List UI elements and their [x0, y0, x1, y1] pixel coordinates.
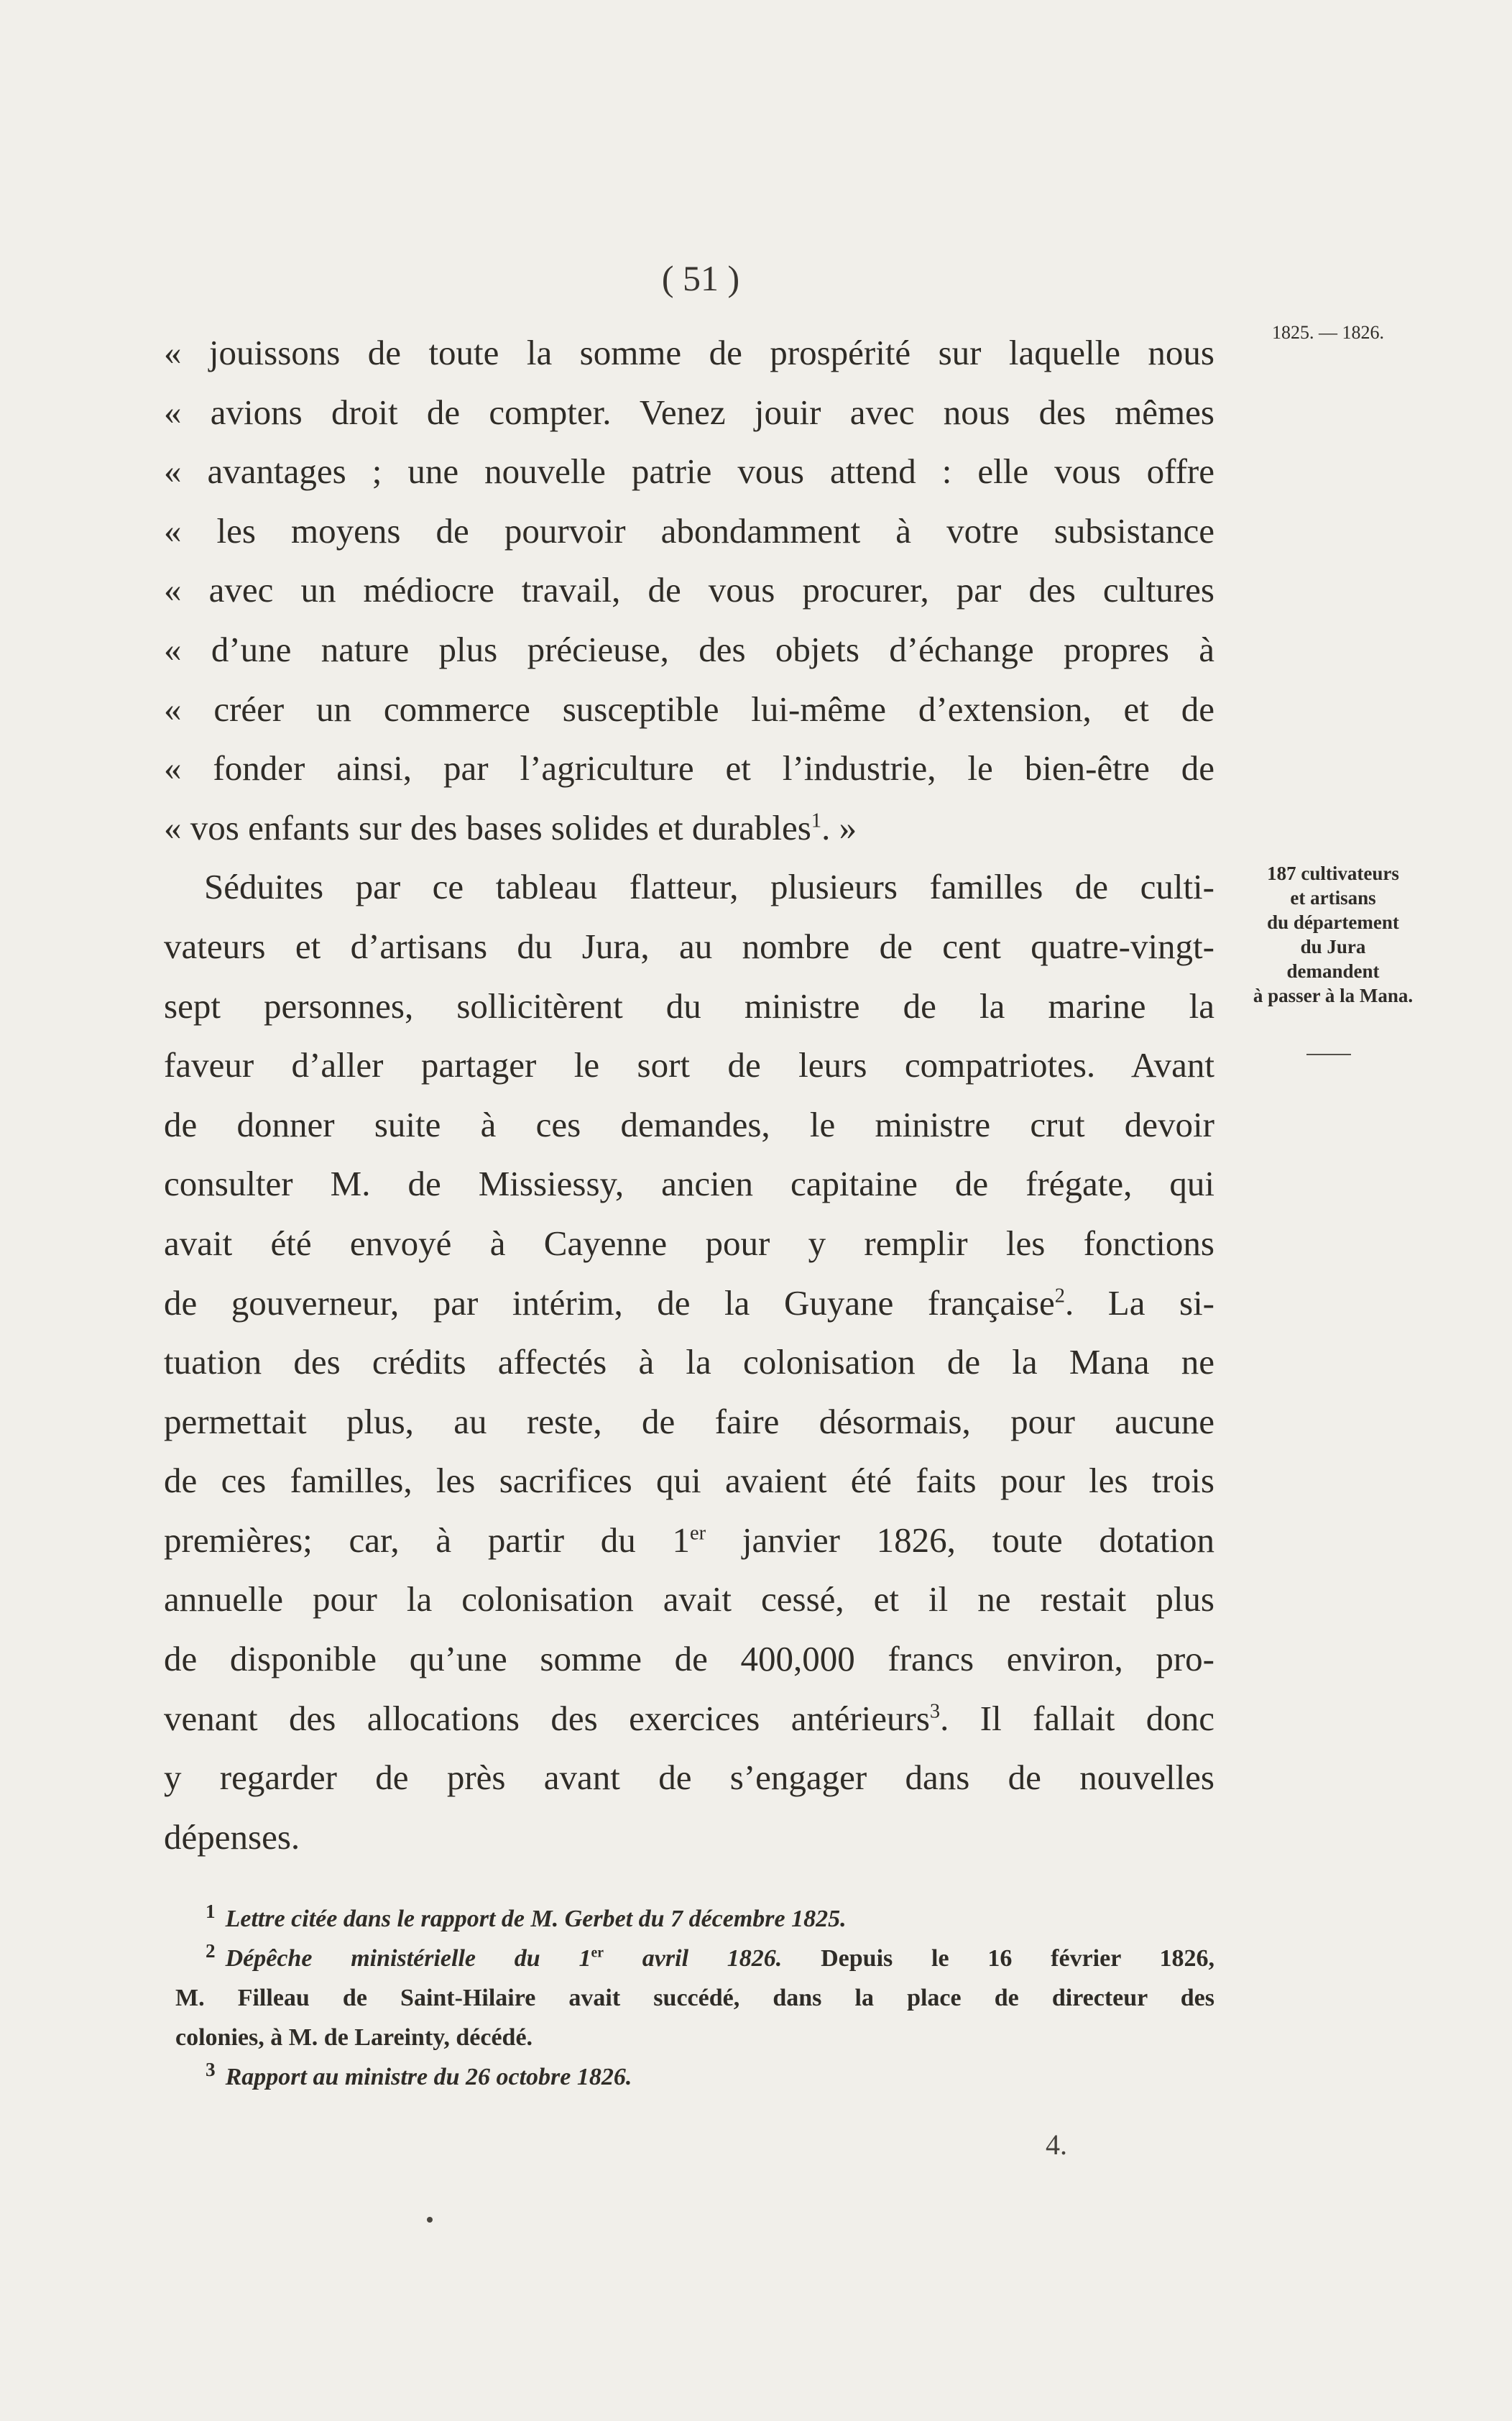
footnote-text: avril 1826. [604, 1945, 783, 1972]
text-line: annuelle pour la colonisation avait cessé, et il ne restait plus [164, 1579, 1214, 1620]
sidenote-line: demandent [1286, 960, 1380, 982]
text-line: de ces familles, les sacrifices qui avaient été faits pour les trois [164, 1461, 1214, 1501]
text-line: sept personnes, sollicitèrent du ministre de la marine la [164, 986, 1214, 1026]
text-line: « jouissons de toute la somme de prospérité sur laquelle nous [164, 333, 1214, 372]
text-line: tuation des crédits affectés à la colonisation de la Mana ne [164, 1342, 1214, 1382]
text-line [164, 799, 1214, 858]
footnote-marker: 1 [206, 1900, 216, 1922]
footnote-text: Rapport au ministre du 26 octobre 1826. [225, 2064, 632, 2090]
text-fragment: « vos enfants sur des bases solides et durables [164, 807, 811, 847]
text-line: consulter M. de Missiessy, ancien capitaine de frégate, qui [164, 1164, 1214, 1204]
page-number: ( 51 ) [661, 258, 740, 298]
text-line: « fonder ainsi, par l’agriculture et l’industrie, le bien-être de [164, 748, 1214, 789]
text-line: « avantages ; une nouvelle patrie vous attend : elle vous offre [164, 451, 1214, 492]
sidenote-divider [1306, 1054, 1351, 1055]
text-fragment: . » [821, 807, 857, 847]
footnote-marker: 3 [206, 2058, 216, 2080]
footnote-3 [178, 2057, 1214, 2097]
text-line: dépenses. [164, 1816, 300, 1857]
text-fragment: de gouverneur, par intérim, de la Guyane française [164, 1282, 1055, 1323]
sidenote-line: à passer à la Mana. [1253, 985, 1414, 1006]
text-fragment: . La si- [1064, 1282, 1215, 1323]
footnote-text: Lettre citée dans le rapport de M. Gerbet du 7 décembre 1825. [225, 1906, 847, 1932]
text-line: « avions droit de compter. Venez jouir avec nous des mêmes [164, 392, 1214, 432]
text-fragment: venant des allocations des exercices antérieurs [164, 1698, 930, 1738]
footnote-2-line3: colonies, à M. de Lareinty, décédé. [175, 2024, 533, 2051]
footnote-ref: 2 [1054, 1285, 1065, 1308]
text-line: « créer un commerce susceptible lui-même d’extension, et de [164, 689, 1214, 729]
text-line: vateurs et d’artisans du Jura, au nombre de cent quatre-vingt- [164, 926, 1214, 966]
text-line: « avec un médiocre travail, de vous procurer, par des cultures [164, 570, 1214, 610]
text-line: avait été envoyé à Cayenne pour y remplir les fonctions [164, 1223, 1214, 1263]
text-line: y regarder de près avant de s’engager dans de nouvelles [164, 1758, 1214, 1798]
footnote-ref: 1 [811, 809, 822, 832]
footnote-marker: 2 [206, 1939, 216, 1962]
footnote-ref: 3 [929, 1700, 941, 1723]
footnote-text: Depuis le 16 février 1826, [782, 1945, 1214, 1972]
body-text [164, 323, 1214, 1867]
text-line [164, 1511, 1214, 1571]
ordinal-suffix: er [591, 1944, 604, 1961]
sidenote-line: du département [1267, 911, 1399, 933]
sidenote-line: 187 cultivateurs [1267, 863, 1399, 884]
text-fragment: janvier 1826, toute dotation [706, 1520, 1214, 1560]
ink-dot [427, 2217, 433, 2223]
footnote-2-line2: M. Filleau de Saint-Hilaire avait succédé, dans la place de directeur des [175, 1985, 1214, 2011]
sidenote-line: et artisans [1290, 887, 1376, 909]
text-line: « les moyens de pourvoir abondamment à votre subsistance [164, 510, 1214, 551]
margin-sidenote [1214, 861, 1452, 1008]
text-line: faveur d’aller partager le sort de leurs compatriotes. Avant [164, 1045, 1214, 1085]
text-line: de donner suite à ces demandes, le ministre crut devoir [164, 1104, 1214, 1144]
text-line [164, 1689, 1214, 1749]
footnote-1 [178, 1899, 1214, 1939]
ordinal-suffix: er [690, 1522, 706, 1545]
text-line: « d’une nature plus précieuse, des objets d’échange propres à [164, 629, 1214, 669]
footnote-2 [178, 1939, 1214, 1978]
signature-mark: 4. [1046, 2128, 1067, 2161]
text-line [164, 1274, 1214, 1333]
text-line: Séduites par ce tableau flatteur, plusieurs familles de culti- [204, 867, 1214, 907]
year-margin-note: 1825. — 1826. [1272, 322, 1384, 343]
footnotes [175, 1899, 1214, 2097]
text-fragment: premières; car, à partir du 1 [164, 1520, 691, 1560]
text-line: de disponible qu’une somme de 400,000 francs environ, pro- [164, 1639, 1214, 1679]
text-line: permettait plus, au reste, de faire désormais, pour aucune [164, 1401, 1214, 1441]
text-fragment: . Il fallait donc [940, 1698, 1215, 1738]
footnote-text: Dépêche ministérielle du 1 [225, 1945, 591, 1972]
sidenote-line: du Jura [1300, 936, 1366, 957]
